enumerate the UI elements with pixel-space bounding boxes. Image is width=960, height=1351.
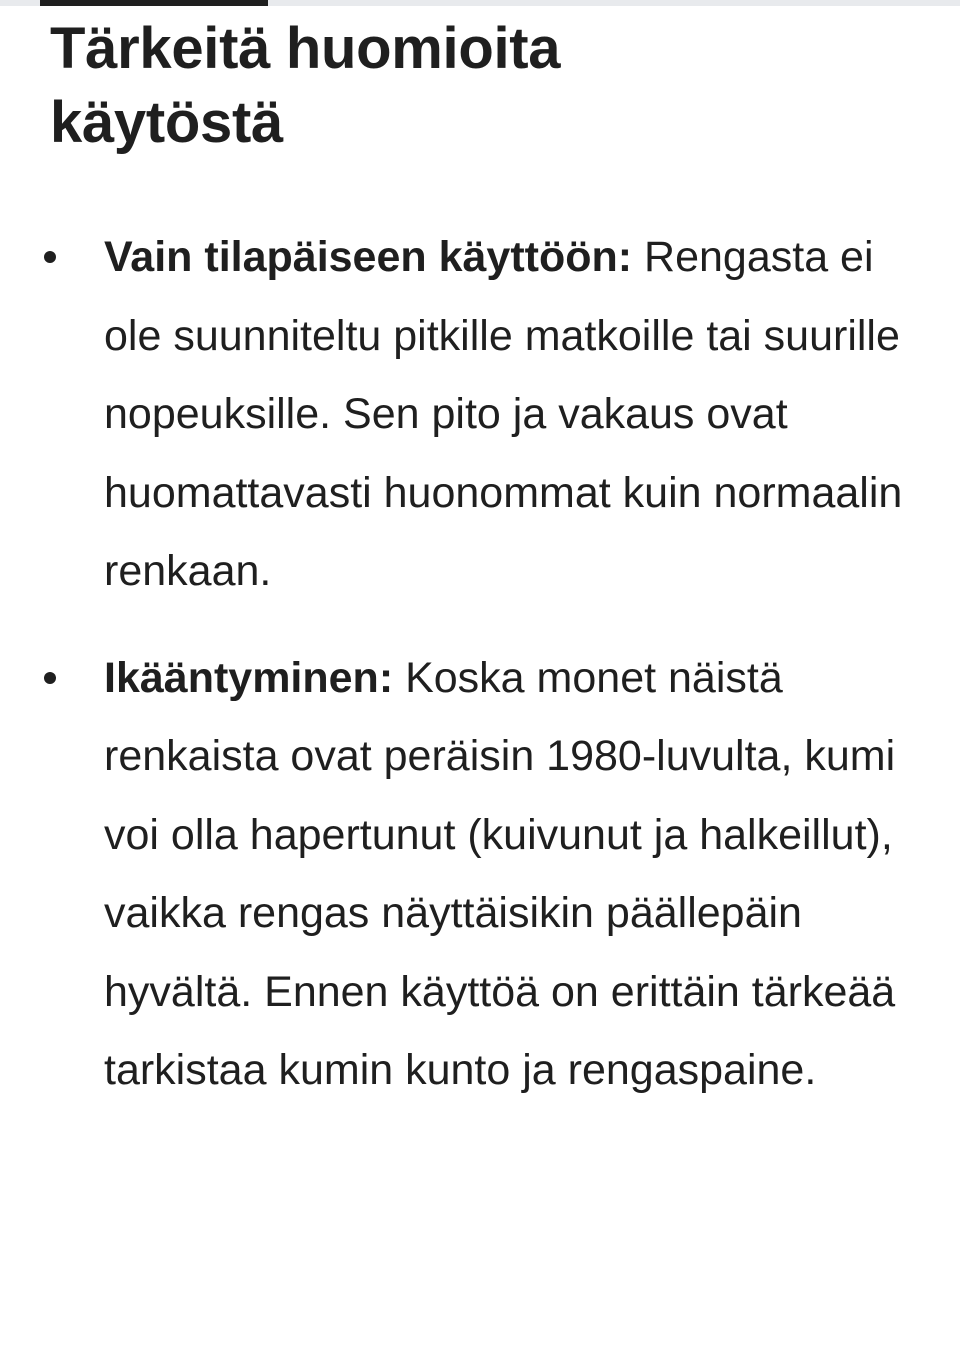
list-item	[50, 218, 904, 611]
article-section	[50, 12, 930, 1138]
list-item	[50, 639, 914, 1110]
bullet-icon	[44, 672, 56, 684]
notes-list	[50, 218, 930, 1110]
list-item-term: Vain tilapäiseen käyttöön:	[104, 233, 633, 281]
bullet-icon	[44, 251, 56, 263]
active-tab-indicator	[40, 0, 268, 6]
list-item-text: Koska monet näistä renkaista ovat peräisin 1980-luvulta, kumi voi olla hapertunut (kuivunut ja halkeillut), vaikka rengas näyttäisikin päällepäin hyvältä. Ennen käyttöä on erittäin tärkeää tarkistaa kumin kunto ja rengaspaine.	[104, 653, 896, 1094]
list-item-text: Rengasta ei ole suunniteltu pitkille matkoille tai suurille nopeuksille. Sen pito ja vakaus ovat huomattavasti huonommat kuin normaalin renkaan.	[104, 233, 903, 595]
list-item-term: Ikääntyminen:	[104, 653, 394, 702]
section-heading: Tärkeitä huomioita käytöstä	[50, 16, 561, 155]
